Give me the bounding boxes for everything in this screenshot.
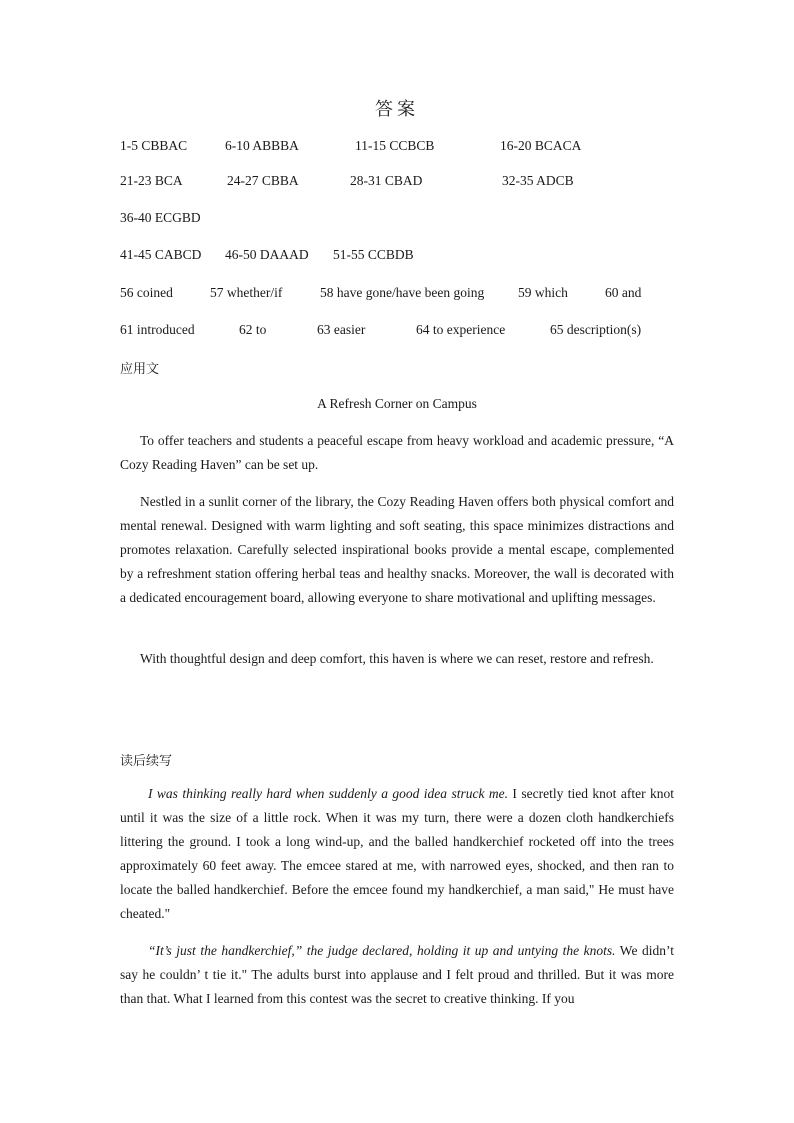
page-title: 答案: [375, 99, 419, 120]
answer-group: 32-35 ADCB: [502, 173, 574, 188]
answer-group: 59 which: [518, 285, 568, 300]
answer-group: 60 and: [605, 285, 642, 300]
answer-group: 21-23 BCA: [120, 173, 183, 188]
answer-group: 51-55 CCBDB: [333, 247, 414, 262]
story-opening-sentence: I was thinking really hard when suddenly a good idea struck me.: [148, 786, 508, 801]
answer-group: 1-5 CBBAC: [120, 138, 188, 153]
answer-group: 6-10 ABBBA: [225, 138, 299, 153]
answer-group: 63 easier: [317, 322, 366, 337]
answer-group: 28-31 CBAD: [350, 173, 423, 188]
answer-group: 11-15 CCBCB: [355, 138, 435, 153]
answer-group: 58 have gone/have been going: [320, 285, 485, 300]
answer-group: 41-45 CABCD: [120, 247, 202, 262]
story-paragraph: [120, 939, 674, 1011]
answer-group: 62 to: [239, 322, 267, 337]
story-text: We didn’t say he couldn’ t tie it." The adults burst into applause and I felt proud and thrilled. But it was more than that. What I learned from this contest was the secret to creative thinking. If you: [120, 943, 674, 1006]
essay-paragraph: Nestled in a sunlit corner of the library, the Cozy Reading Haven offers both physical comfort and mental renewal. Designed with warm lighting and soft seating, this space minimizes distractions and promotes relaxation. Carefully selected inspirational books provide a mental escape, complemented by a refreshment station offering herbal teas and healthy snacks. Moreover, the wall is decorated with a dedicated encouragement board, allowing everyone to share motivational and uplifting messages.: [120, 494, 674, 605]
section-heading-applied-writing: 应用文: [120, 362, 160, 377]
answer-group: 57 whether/if: [210, 285, 283, 300]
story-paragraph: [120, 782, 674, 926]
essay-paragraph: To offer teachers and students a peaceful escape from heavy workload and academic pressure, “A Cozy Reading Haven” can be set up.: [120, 433, 674, 472]
answer-group: 56 coined: [120, 285, 173, 300]
answer-group: 64 to experience: [416, 322, 506, 337]
answer-group: 46-50 DAAAD: [225, 247, 309, 262]
story-text: I secretly tied knot after knot until it was the size of a little rock. When it was my turn, there were a dozen cloth handkerchiefs littering the ground. I took a long wind-up, and the balled handkerchief rocketed off into the trees approximately 60 feet away. The emcee stared at me, with narrowed eyes, shocked, and then ran to locate the balled handkerchief. Before the emcee found my handkerchief, a man said," He must have cheated.": [120, 786, 674, 921]
essay-title: A Refresh Corner on Campus: [317, 396, 477, 411]
answer-group: 36-40 ECGBD: [120, 210, 201, 225]
answer-group: 16-20 BCACA: [500, 138, 582, 153]
answer-group: 61 introduced: [120, 322, 195, 337]
essay-paragraph: With thoughtful design and deep comfort, this haven is where we can reset, restore and refresh.: [140, 651, 654, 666]
story-opening-sentence: “It’s just the handkerchief,” the judge declared, holding it up and untying the knots.: [148, 943, 616, 958]
answer-group: 65 description(s): [550, 322, 642, 337]
answer-group: 24-27 CBBA: [227, 173, 299, 188]
section-heading-continuation: 读后续写: [120, 754, 173, 769]
